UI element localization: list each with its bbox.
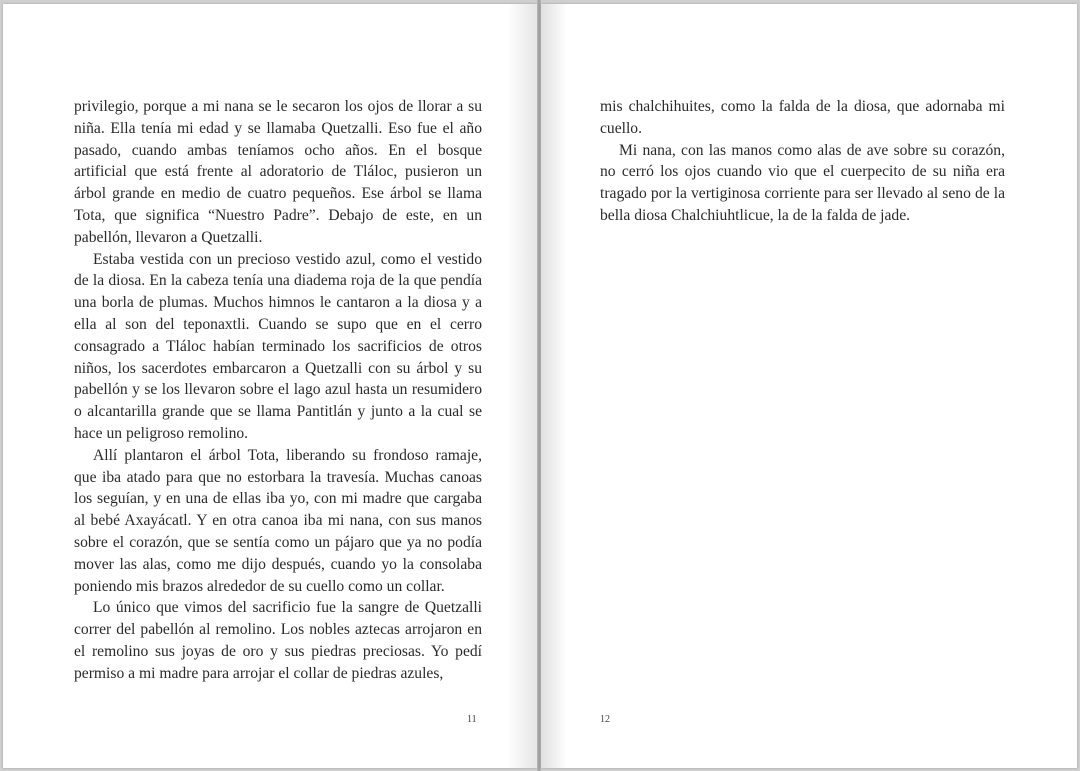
page-number: 12 bbox=[600, 714, 610, 725]
paragraph: mis chalchihuites, como la falda de la diosa, que adornaba mi cuello. bbox=[600, 98, 1005, 137]
page-number: 11 bbox=[467, 714, 477, 725]
paragraph: privilegio, porque a mi nana se le secaron los ojos de llorar a su niña. Ella tenía mi edad y se llamaba Quetzalli. Eso fue el año pasado, cuando ambas teníamos ocho años. En el bosque artificial que está frente al adoratorio de Tláloc, pusieron un árbol grande en medio de cuatro pequeños. Ese árbol se llama Tota, que significa “Nuestro Padre”. Debajo de este, en un pabellón, llevaron a Quetzalli. bbox=[74, 98, 482, 246]
paragraph: Estaba vestida con un precioso vestido azul, como el vestido de la diosa. En la cabeza tenía una diadema roja de la que pendía una borla de plumas. Muchos himnos le cantaron a la diosa y a ella al son del teponaxtli. Cuando se supo que en el cerro consagrado a Tláloc habían terminado los sacrificios de otros niños, los sacerdotes embarcaron a Quetzalli con su árbol y su pabellón y se los llevaron sobre el lago azul hasta un resumidero o alcantarilla grande que se llama Pantitlán y junto a la cual se hace un peligroso remolino. bbox=[74, 250, 482, 442]
paragraph: Mi nana, con las manos como alas de ave sobre su corazón, no cerró los ojos cuando vio que el cuerpecito de su niña era tragado por la vertiginosa corriente para ser llevado al seno de la bella diosa Chalchiuhtlicue, la de la falda de jade. bbox=[600, 141, 1005, 224]
left-page-text bbox=[74, 96, 482, 685]
paragraph: Lo único que vimos del sacrificio fue la sangre de Quetzalli correr del pabellón al remolino. Los nobles aztecas arrojaron en el remolino sus joyas de oro y sus piedras preciosas. Yo pedí permiso a mi madre para arrojar el collar de piedras azules, bbox=[74, 599, 482, 682]
right-page bbox=[541, 4, 1077, 768]
right-page-text bbox=[600, 96, 1005, 227]
paragraph: Allí plantaron el árbol Tota, liberando su frondoso ramaje, que iba atado para que no estorbara la travesía. Muchas canoas los seguían, y en una de ellas iba yo, con mi madre que cargaba al bebé Axayácatl. Y en otra canoa iba mi nana, con sus manos sobre el corazón, que se sentía como un pájaro que ya no podía mover las alas, como me dijo después, cuando yo la consolaba poniendo mis brazos alrededor de su cuello como un collar. bbox=[74, 446, 482, 595]
left-page bbox=[3, 4, 537, 768]
